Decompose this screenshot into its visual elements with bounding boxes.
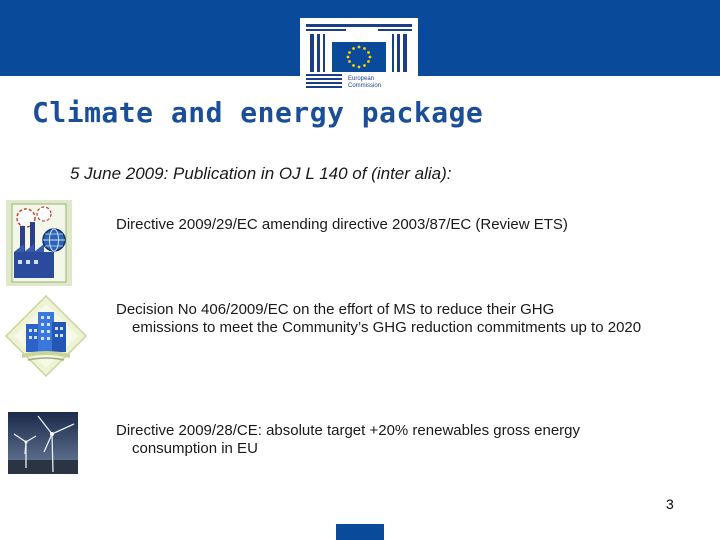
list-item <box>116 301 676 337</box>
item-text-line1: Directive 2009/29/EC amending directive 2003/87/EC (Review ETS) <box>116 216 568 233</box>
item-text-line2: emissions to meet the Community’s GHG reduction commitments up to 2020 <box>132 319 642 336</box>
slide-subtitle: 5 June 2009: Publication in OJ L 140 of (inter alia): <box>70 164 452 183</box>
item-text-line2: consumption in EU <box>132 440 258 457</box>
logo-text-european: European <box>348 76 375 82</box>
buildings-icon <box>4 294 88 383</box>
page-number: 3 <box>666 496 674 512</box>
logo-text-commission: Commission <box>348 83 382 89</box>
item-text-line1: Decision No 406/2009/EC on the effort of MS to reduce their GHG <box>116 301 555 318</box>
footer-flag <box>336 524 384 540</box>
list-item <box>116 216 676 234</box>
list-item <box>116 422 676 458</box>
wind-turbine-icon <box>8 412 78 479</box>
item-text-line1: Directive 2009/28/CE: absolute target +20% renewables gross energy <box>116 422 581 439</box>
factory-globe-icon <box>6 200 72 291</box>
slide-title: Climate and energy package <box>32 96 484 129</box>
european-commission-logo <box>300 18 418 98</box>
